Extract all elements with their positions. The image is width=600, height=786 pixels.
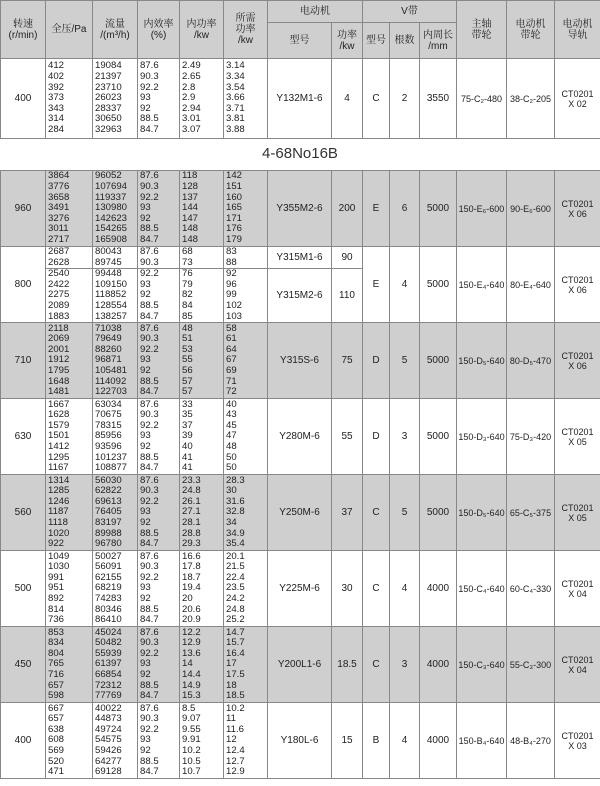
table-row: [1, 247, 600, 269]
motor-power-cell: 4: [332, 59, 363, 139]
header-motor-model: 型号: [268, 23, 332, 59]
spindle-pulley-cell: 150-D₃-640: [457, 399, 507, 475]
required-power-cell: 142 151 160 165 171 176 179: [224, 171, 268, 247]
motor-rail-cell: CT0201 X 04: [555, 551, 600, 627]
required-power-cell: 28.3 30 31.6 32.8 34 34.9 35.4: [224, 475, 268, 551]
efficiency-cell: 87.6 90.3 92.2 93 92 88.5 84.7: [138, 323, 180, 399]
belt-type-cell: E: [363, 171, 390, 247]
required-power-cell: 92 96 99 102 103: [224, 269, 268, 323]
flow-cell: 71038 79649 88260 96871 105481 114092 122703: [93, 323, 138, 399]
table-row: [1, 627, 600, 703]
motor-pulley-cell: 80-D₅-470: [507, 323, 555, 399]
table-row: [1, 703, 600, 779]
motor-model-cell: Y250M-6: [268, 475, 332, 551]
header-inner-power: 内功率 /kw: [180, 1, 224, 59]
spindle-pulley-cell: 150-B₄-640: [457, 703, 507, 779]
spindle-pulley-cell: 75-C₂-480: [457, 59, 507, 139]
header-speed: 转速 (r/min): [1, 1, 46, 59]
header-spindle-pulley: 主轴 带轮: [457, 1, 507, 59]
inner-power-cell: 118 128 137 144 147 148 148: [180, 171, 224, 247]
belt-count-cell: 5: [390, 475, 420, 551]
motor-pulley-cell: 60-C₄-330: [507, 551, 555, 627]
belt-count-cell: 4: [390, 551, 420, 627]
efficiency-cell: 87.6 90.3 92.2 93 92 88.5 84.7: [138, 627, 180, 703]
belt-count-cell: 6: [390, 171, 420, 247]
belt-type-cell: D: [363, 323, 390, 399]
belt-count-cell: 4: [390, 703, 420, 779]
inner-power-cell: 8.5 9.07 9.55 9.91 10.2 10.5 10.7: [180, 703, 224, 779]
motor-model-cell: Y132M1-6: [268, 59, 332, 139]
spec-table-top: [0, 0, 600, 139]
pressure-cell: 1049 1030 991 951 892 814 736: [46, 551, 93, 627]
flow-cell: 19084 21397 23710 26023 28337 30650 32963: [93, 59, 138, 139]
header-belt: V带: [363, 1, 457, 23]
belt-length-cell: 5000: [420, 475, 457, 551]
belt-type-cell: C: [363, 59, 390, 139]
speed-cell: 500: [1, 551, 46, 627]
required-power-cell: 10.2 11 11.6 12 12.4 12.7 12.9: [224, 703, 268, 779]
flow-cell: 99448 109150 118852 128554 138257: [93, 269, 138, 323]
motor-pulley-cell: 80-E₄-640: [507, 247, 555, 323]
header-motor-pulley: 电动机 带轮: [507, 1, 555, 59]
spec-table-main: [0, 170, 600, 779]
header-efficiency: 内效率 (%): [138, 1, 180, 59]
efficiency-cell: 87.6 90.3: [138, 247, 180, 269]
motor-rail-cell: CT0201 X 05: [555, 475, 600, 551]
belt-length-cell: 4000: [420, 703, 457, 779]
pressure-cell: 1314 1285 1246 1187 1118 1020 922: [46, 475, 93, 551]
motor-pulley-cell: 38-C₂-205: [507, 59, 555, 139]
inner-power-cell: 16.6 17.8 18.7 19.4 20 20.6 20.9: [180, 551, 224, 627]
belt-count-cell: 3: [390, 627, 420, 703]
motor-power-cell: 75: [332, 323, 363, 399]
required-power-cell: 20.1 21.5 22.4 23.5 24.2 24.8 25.2: [224, 551, 268, 627]
belt-length-cell: 5000: [420, 247, 457, 323]
efficiency-cell: 87.6 90.3 92.2 93 92 88.5 84.7: [138, 475, 180, 551]
pressure-cell: 2118 2069 2001 1912 1795 1648 1481: [46, 323, 93, 399]
belt-type-cell: B: [363, 703, 390, 779]
required-power-cell: 40 43 45 47 48 50 50: [224, 399, 268, 475]
speed-cell: 960: [1, 171, 46, 247]
spindle-pulley-cell: 150-C₄-640: [457, 551, 507, 627]
motor-pulley-cell: 90-E₆-600: [507, 171, 555, 247]
motor-rail-cell: CT0201 X 04: [555, 627, 600, 703]
belt-type-cell: C: [363, 551, 390, 627]
motor-pulley-cell: 55-C₃-300: [507, 627, 555, 703]
table-row: [1, 171, 600, 247]
motor-rail-cell: CT0201 X 06: [555, 171, 600, 247]
motor-rail-cell: CT0201 X 02: [555, 59, 600, 139]
header-belt-length: 内周长 /mm: [420, 23, 457, 59]
belt-length-cell: 5000: [420, 171, 457, 247]
model-subtitle: 4-68No16B: [262, 145, 338, 162]
belt-count-cell: 4: [390, 247, 420, 323]
flow-cell: 63034 70675 78315 85956 93596 101237 108877: [93, 399, 138, 475]
motor-power-cell: 110: [332, 269, 363, 323]
spindle-pulley-cell: 150-D₅-640: [457, 475, 507, 551]
header-motor: 电动机: [268, 1, 363, 23]
speed-cell: 560: [1, 475, 46, 551]
belt-length-cell: 3550: [420, 59, 457, 139]
inner-power-cell: 23.3 24.8 26.1 27.1 28.1 28.8 29.3: [180, 475, 224, 551]
pressure-cell: 3864 3776 3658 3491 3276 3011 2717: [46, 171, 93, 247]
belt-type-cell: C: [363, 627, 390, 703]
header-required-power: 所需 功率 /kw: [224, 1, 268, 59]
flow-cell: 80043 89745: [93, 247, 138, 269]
belt-length-cell: 5000: [420, 399, 457, 475]
speed-cell: 400: [1, 703, 46, 779]
inner-power-cell: 12.2 12.9 13.6 14 14.4 14.9 15.3: [180, 627, 224, 703]
motor-power-cell: 18.5: [332, 627, 363, 703]
inner-power-cell: 76 79 82 84 85: [180, 269, 224, 323]
motor-model-cell: Y315M2-6: [268, 269, 332, 323]
efficiency-cell: 87.6 90.3 92.2 93 92 88.5 84.7: [138, 703, 180, 779]
header-pressure: 全压/Pa: [46, 1, 93, 59]
header-belt-count: 根数: [390, 23, 420, 59]
pressure-cell: 853 834 804 765 716 657 598: [46, 627, 93, 703]
motor-power-cell: 30: [332, 551, 363, 627]
motor-model-cell: Y200L1-6: [268, 627, 332, 703]
motor-rail-cell: CT0201 X 05: [555, 399, 600, 475]
motor-model-cell: Y225M-6: [268, 551, 332, 627]
motor-rail-cell: CT0201 X 03: [555, 703, 600, 779]
belt-count-cell: 2: [390, 59, 420, 139]
table-row: [1, 475, 600, 551]
motor-power-cell: 55: [332, 399, 363, 475]
inner-power-cell: 33 35 37 39 40 41 41: [180, 399, 224, 475]
motor-model-cell: Y280M-6: [268, 399, 332, 475]
flow-cell: 45024 50482 55939 61397 66854 72312 77769: [93, 627, 138, 703]
efficiency-cell: 92.2 93 92 88.5 84.7: [138, 269, 180, 323]
motor-pulley-cell: 48-B₄-270: [507, 703, 555, 779]
motor-power-cell: 15: [332, 703, 363, 779]
pressure-cell: 667 657 638 608 569 520 471: [46, 703, 93, 779]
pressure-cell: 1667 1628 1579 1501 1412 1295 1167: [46, 399, 93, 475]
table-row: [1, 399, 600, 475]
table-row: [1, 59, 600, 139]
header-motor-power: 功率 /kw: [332, 23, 363, 59]
flow-cell: 96052 107694 119337 130980 142623 154265 165908: [93, 171, 138, 247]
efficiency-cell: 87.6 90.3 92.2 93 92 88.5 84.7: [138, 171, 180, 247]
required-power-cell: 83 88: [224, 247, 268, 269]
header-motor-rail: 电动机 导轨: [555, 1, 600, 59]
required-power-cell: 14.7 15.7 16.4 17 17.5 18 18.5: [224, 627, 268, 703]
flow-cell: 56030 62822 69613 76405 83197 89988 96780: [93, 475, 138, 551]
motor-pulley-cell: 65-C₅-375: [507, 475, 555, 551]
belt-type-cell: D: [363, 399, 390, 475]
speed-cell: 450: [1, 627, 46, 703]
belt-count-cell: 5: [390, 323, 420, 399]
motor-model-cell: Y315S-6: [268, 323, 332, 399]
belt-count-cell: 3: [390, 399, 420, 475]
belt-length-cell: 4000: [420, 551, 457, 627]
required-power-cell: 58 61 64 67 69 71 72: [224, 323, 268, 399]
speed-cell: 710: [1, 323, 46, 399]
motor-model-cell: Y315M1-6: [268, 247, 332, 269]
spindle-pulley-cell: 150-E₆-600: [457, 171, 507, 247]
motor-model-cell: Y355M2-6: [268, 171, 332, 247]
header-flow: 流量 /(m³/h): [93, 1, 138, 59]
speed-cell: 630: [1, 399, 46, 475]
header-belt-type: 型号: [363, 23, 390, 59]
belt-length-cell: 5000: [420, 323, 457, 399]
pressure-cell: 2540 2422 2275 2089 1883: [46, 269, 93, 323]
belt-type-cell: E: [363, 247, 390, 323]
efficiency-cell: 87.6 90.3 92.2 93 92 88.5 84.7: [138, 59, 180, 139]
spindle-pulley-cell: 150-D₅-640: [457, 323, 507, 399]
table-row: [1, 323, 600, 399]
inner-power-cell: 68 73: [180, 247, 224, 269]
spindle-pulley-cell: 150-E₄-640: [457, 247, 507, 323]
flow-cell: 40022 44873 49724 54575 59426 64277 69128: [93, 703, 138, 779]
efficiency-cell: 87.6 90.3 92.2 93 92 88.5 84.7: [138, 399, 180, 475]
speed-cell: 400: [1, 59, 46, 139]
flow-cell: 50027 56091 62155 68219 74283 80346 86410: [93, 551, 138, 627]
motor-power-cell: 37: [332, 475, 363, 551]
efficiency-cell: 87.6 90.3 92.2 93 92 88.5 84.7: [138, 551, 180, 627]
belt-type-cell: C: [363, 475, 390, 551]
pressure-cell: 2687 2628: [46, 247, 93, 269]
inner-power-cell: 2.49 2.65 2.8 2.9 2.94 3.01 3.07: [180, 59, 224, 139]
pressure-cell: 412 402 392 373 343 314 284: [46, 59, 93, 139]
motor-model-cell: Y180L-6: [268, 703, 332, 779]
speed-cell: 800: [1, 247, 46, 323]
inner-power-cell: 48 51 53 55 56 57 57: [180, 323, 224, 399]
spindle-pulley-cell: 150-C₃-640: [457, 627, 507, 703]
required-power-cell: 3.14 3.34 3.54 3.66 3.71 3.81 3.88: [224, 59, 268, 139]
motor-rail-cell: CT0201 X 06: [555, 247, 600, 323]
motor-power-cell: 200: [332, 171, 363, 247]
motor-power-cell: 90: [332, 247, 363, 269]
motor-pulley-cell: 75-D₃-420: [507, 399, 555, 475]
table-row: [1, 551, 600, 627]
belt-length-cell: 4000: [420, 627, 457, 703]
motor-rail-cell: CT0201 X 06: [555, 323, 600, 399]
